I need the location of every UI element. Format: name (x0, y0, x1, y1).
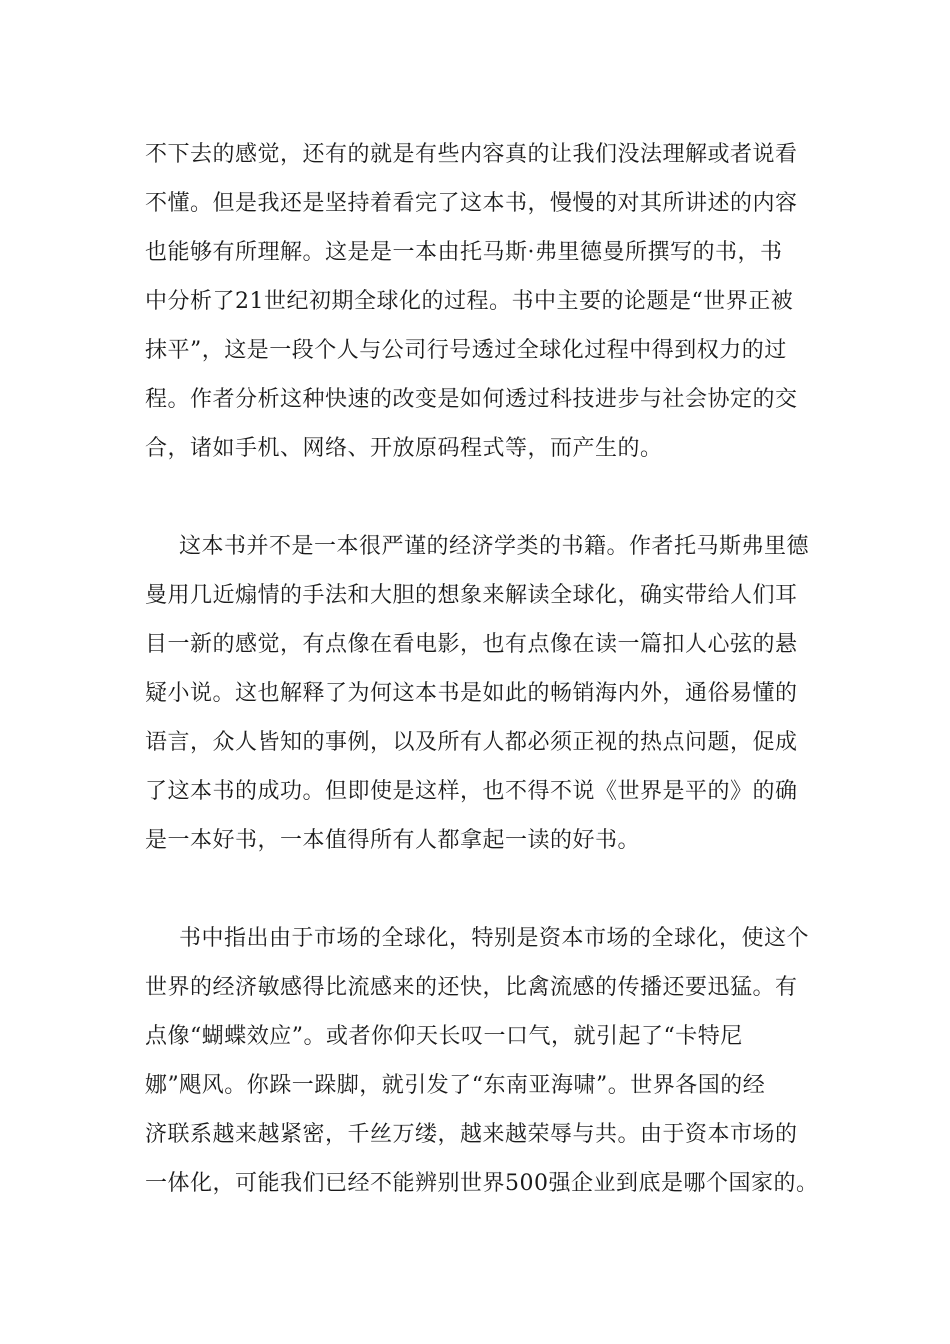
paragraph-2 (145, 522, 835, 865)
text-line: 疑小说。这也解释了为何这本书是如此的畅销海内外，通俗易懂的 (145, 681, 798, 706)
text-line: 了这本书的成功。但即使是这样，也不得不说《世界是平的》的确 (145, 779, 798, 804)
paragraph-1 (145, 130, 835, 473)
text-line: 抹平”，这是一段个人与公司行号透过全球化过程中得到权力的过 (145, 338, 787, 363)
text-line: 一体化，可能我们已经不能辨别世界500强企业到底是哪个国家的。 (145, 1171, 819, 1196)
text-line: 曼用几近煽情的手法和大胆的想象来解读全球化，确实带给人们耳 (145, 583, 798, 608)
paragraph-3 (145, 914, 835, 1208)
text-line: 合，诸如手机、网络、开放原码程式等，而产生的。 (145, 436, 663, 461)
text-line: 不懂。但是我还是坚持着看完了这本书，慢慢的对其所讲述的内容 (145, 191, 798, 216)
text-line: 点像“蝴蝶效应”。或者你仰天长叹一口气，就引起了“卡特尼 (145, 1024, 743, 1049)
text-line: 娜”飓风。你跺一跺脚，就引发了“东南亚海啸”。世界各国的经 (145, 1073, 766, 1098)
text-line: 济联系越来越紧密，千丝万缕，越来越荣辱与共。由于资本市场的 (145, 1122, 798, 1147)
text-line: 语言，众人皆知的事例，以及所有人都必须正视的热点问题，促成 (145, 730, 798, 755)
text-line: 程。作者分析这种快速的改变是如何透过科技进步与社会协定的交 (145, 387, 798, 412)
text-line: 这本书并不是一本很严谨的经济学类的书籍。作者托马斯弗里德 (179, 534, 810, 559)
text-line: 中分析了21世纪初期全球化的过程。书中主要的论题是“世界正被 (145, 289, 794, 314)
text-line: 是一本好书，一本值得所有人都拿起一读的好书。 (145, 828, 641, 853)
text-line: 不下去的感觉，还有的就是有些内容真的让我们没法理解或者说看 (145, 142, 798, 167)
text-line: 世界的经济敏感得比流感来的还快，比禽流感的传播还要迅猛。有 (145, 975, 798, 1000)
text-line: 也能够有所理解。这是是一本由托马斯·弗里德曼所撰写的书，书 (145, 240, 783, 265)
text-line: 目一新的感觉，有点像在看电影，也有点像在读一篇扣人心弦的悬 (145, 632, 798, 657)
text-line: 书中指出由于市场的全球化，特别是资本市场的全球化，使这个 (179, 926, 810, 951)
